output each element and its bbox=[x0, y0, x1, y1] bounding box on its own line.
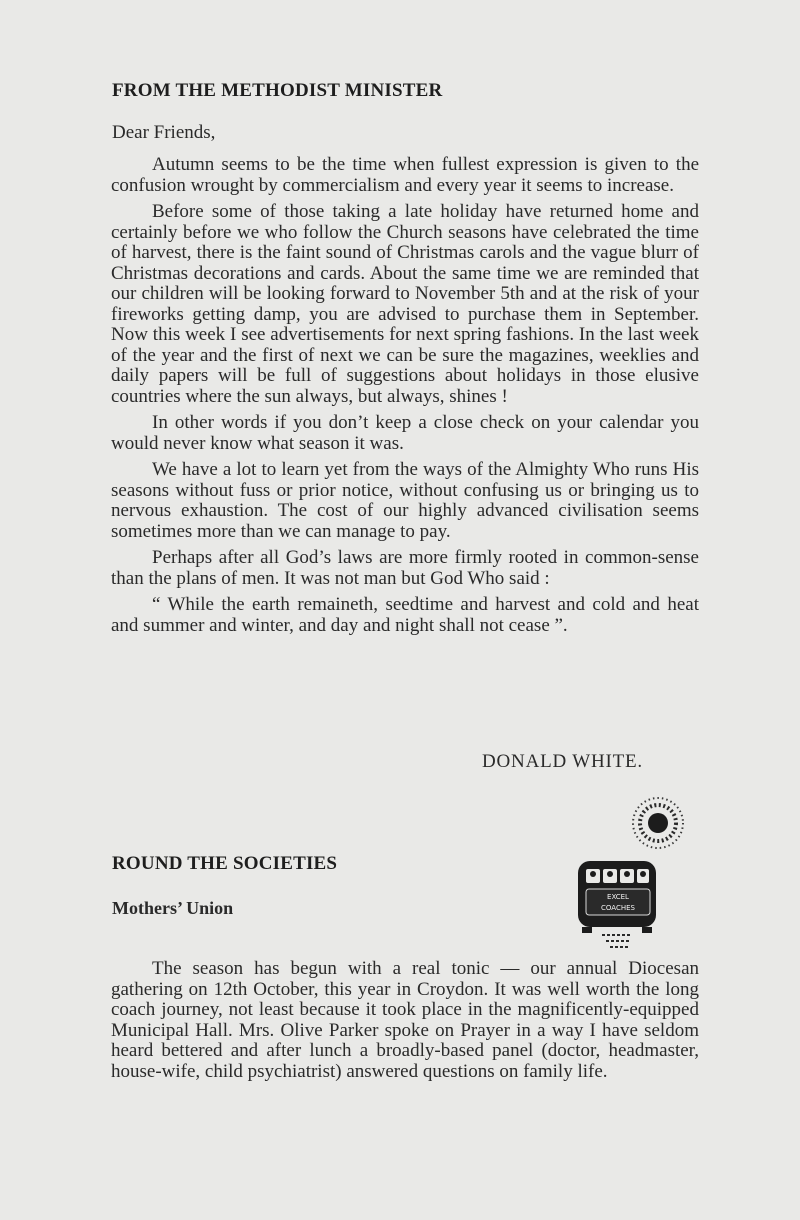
mothers-union-body bbox=[111, 959, 699, 1088]
letter-paragraph: In other words if you don’t keep a close check on your calendar you would never know what season it was. bbox=[111, 412, 699, 454]
letter-paragraph: We have a lot to learn yet from the ways of the Almighty Who runs His seasons without fuss or prior notice, without confusing us or bringing us to nervous exhaustion. The cost of our highly advanced civilisation seems sometimes more than we can manage to pay. bbox=[111, 459, 699, 542]
coach-sign-line: EXCEL bbox=[607, 893, 629, 901]
signature: DONALD WHITE. bbox=[482, 751, 643, 772]
letter-paragraph: Autumn seems to be the time when fullest expression is given to the confusion wrought by commercialism and every year it seems to increase. bbox=[111, 154, 699, 196]
letter-paragraph: Perhaps after all God’s laws are more firmly rooted in common-sense than the plans of men. It was not man but God Who said : bbox=[111, 547, 699, 589]
societies-heading: ROUND THE SOCIETIES bbox=[112, 853, 338, 874]
mothers-union-subheading: Mothers’ Union bbox=[112, 898, 234, 918]
salutation: Dear Friends, bbox=[112, 122, 216, 143]
coach-sign-line: COACHES bbox=[601, 904, 635, 912]
sun-icon bbox=[630, 795, 686, 851]
minister-heading: FROM THE METHODIST MINISTER bbox=[112, 80, 443, 101]
minister-letter-body bbox=[111, 155, 699, 642]
letter-paragraph: Before some of those taking a late holiday have returned home and certainly before we who follow the Church seasons have celebrated the time of harvest, there is the faint sound of Christmas carols and the vague blurr of Christmas decorations and cards. About the same time we are reminded that our children will be looking forward to November 5th and at the risk of your fireworks getting damp, you are advised to purchase them in September. Now this week I see advertisements for next spring fashions. In the last week of the year and the first of next we can be sure the magazines, weeklies and daily papers will be full of suggestions about holidays in those elusive countries where the sun always, but always, shines ! bbox=[111, 201, 699, 407]
societies-paragraph: The season has begun with a real tonic — our annual Diocesan gathering on 12th October, this year in Croydon. It was well worth the long coach journey, not least because it took place in the magnificently-equipped Municipal Hall. Mrs. Olive Parker spoke on Prayer in a way I have seldom heard bettered and after lunch a broadly-based panel (doctor, headmaster, house-wife, child psychiatrist) answered questions on family life. bbox=[111, 958, 699, 1082]
coach-icon bbox=[572, 855, 664, 955]
letter-paragraph: “ While the earth remaineth, seedtime and harvest and cold and heat and summer and winter, and day and night shall not cease ”. bbox=[111, 594, 699, 636]
